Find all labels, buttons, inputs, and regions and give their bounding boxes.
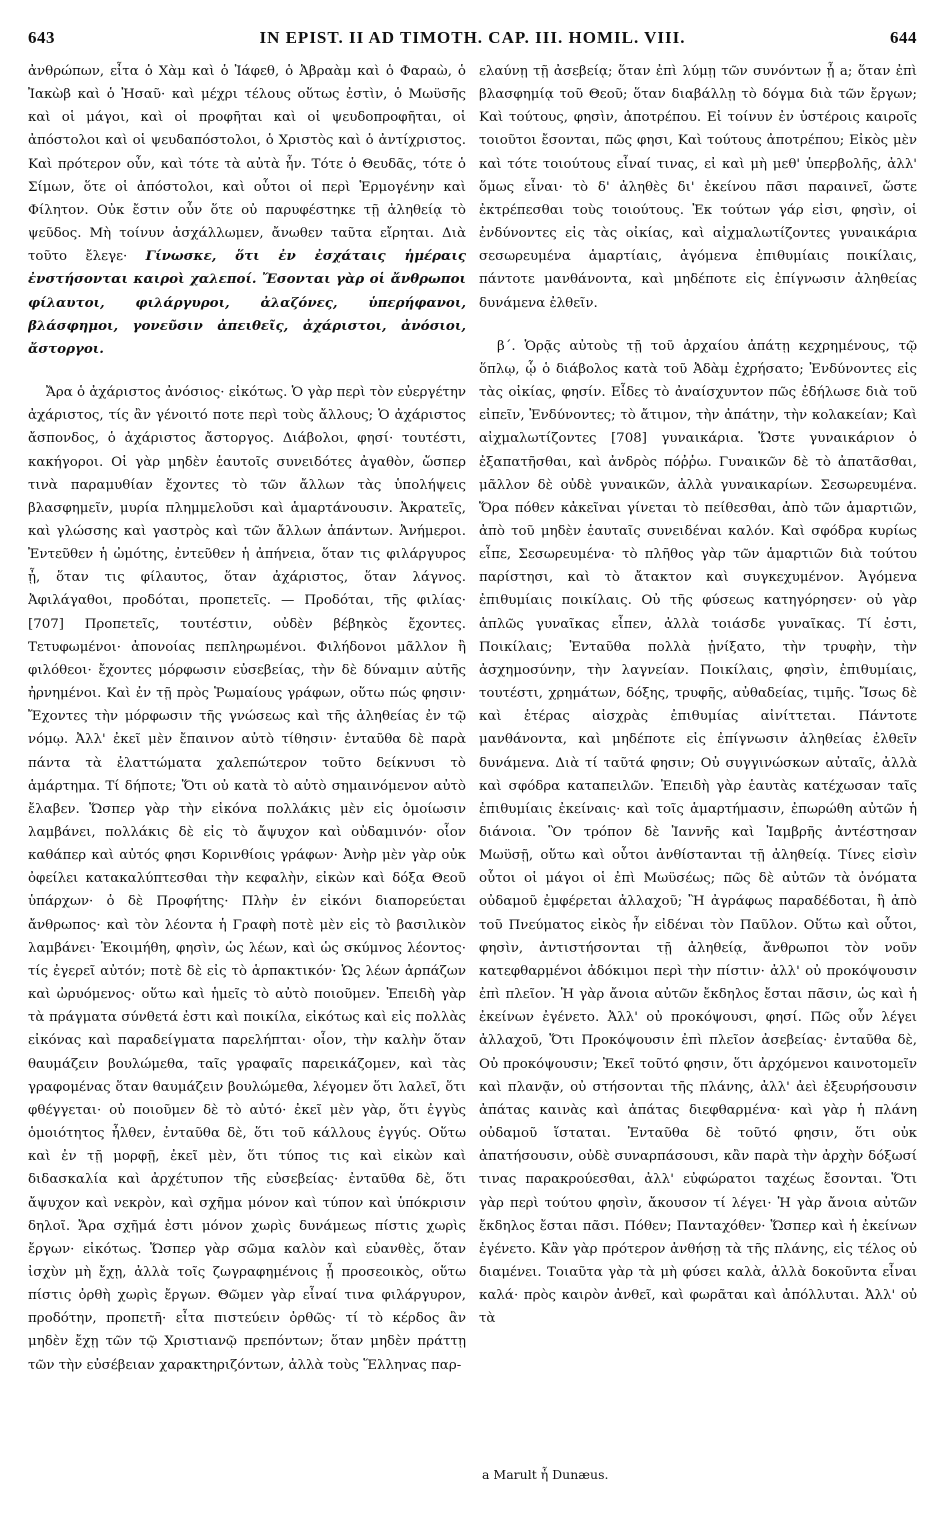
running-header bbox=[28, 28, 917, 52]
left-paragraph-1 bbox=[28, 60, 466, 361]
running-title: IN EPIST. II AD TIMOTH. CAP. III. HOMIL. VIII. bbox=[259, 28, 686, 47]
footnote-area bbox=[466, 1466, 904, 1484]
left-paragraph-2: Ἄρα ὁ ἀχάριστος ἀνόσιος· εἰκότως. Ὁ γὰρ περὶ τὸν εὐεργέτην ἀχάριστος, τίς ἂν γένοιτό ποτε περὶ τοὺς ἄλλους; Ὁ ἀχάριστος ἄσπονδος, ὁ ἀχάριστος ἄστοργος. Διάβολοι, φησί· τουτέστι, κακήγοροι. Οἱ γὰρ μηδὲν ἑαυτοῖς συνειδότες ἀγαθὸν, ὥσπερ τινὰ παραμυθίαν ἔχοντες τὸ τῶν ἄλλων τὰς ὑπολήψεις βλασφημεῖν, μυρία πλημμελοῦσι καὶ ἁμαρτάνουσιν. Ἀκρατεῖς, καὶ γλώσσης καὶ γαστρὸς καὶ τῶν ἄλλων ἁπάντων. Ἀνήμεροι. Ἐντεῦθεν ἡ ὠμότης, ἐντεῦθεν ἡ ἀπήνεια, ὅταν τις φιλάργυρος ᾖ, ὅταν τις φίλαυτος, ὅταν ἀχάριστος, ὅταν λάγνος. Ἀφιλάγαθοι, προδόται, προπετεῖς. — Προδόται, τῆς φιλίας· [707] Προπετεῖς, τουτέστιν, οὐδὲν βέβηκὸς ἔχοντες. Τετυφωμένοι· ἀπονοίας πεπληρωμένοι. Φιλήδονοι μᾶλλον ἢ φιλόθεοι· ἔχοντες μόρφωσιν εὐσεβείας, τὴν δὲ δύναμιν αὐτῆς ἠρνημένοι. Καὶ ἐν τῇ πρὸς Ῥωμαίους γράφων, οὕτω πώς φησιν· Ἔχοντες τὴν μόρφωσιν τῆς γνώσεως καὶ τῆς ἀληθείας ἐν τῷ νόμῳ. Ἀλλ' ἐκεῖ μὲν ἔπαινον αὐτὸ τίθησιν· ἐνταῦθα δὲ παρὰ πάντα τὰ ἐλαττώματα χαλεπώτερον τοῦτο δείκνυσι τὸ ἁμάρτημα. Τί δήποτε; Ὅτι οὐ κατὰ τὸ αὐτὸ σημαινόμενον αὐτὸ ἔλαβεν. Ὥσπερ γὰρ τὴν εἰκόνα πολλάκις μὲν εἰς ὁμοίωσιν λαμβάνει, πολλάκις δὲ εἰς τὸ ἄψυχον καὶ οὐδαμινόν· οἷον καθάπερ καὶ αὐτός φησι Κορινθίοις γράφων· Ἀνὴρ μὲν γὰρ οὐκ ὀφείλει κατακαλύπτεσθαι τὴν κεφαλὴν, εἰκὼν καὶ δόξα Θεοῦ ὑπάρχων· ὁ δὲ Προφήτης· Πλὴν ἐν εἰκόνι διαπορεύεται ἄνθρωπος· καὶ τὸν λέοντα ἡ Γραφὴ ποτὲ μὲν εἰς τὸ βασιλικὸν λαμβάνει· Ἐκοιμήθη, φησὶν, ὡς λέων, καὶ ὡς σκύμνος λέοντος· τίς ἐγερεῖ αὐτόν; ποτὲ δὲ εἰς τὸ ἁρπακτικόν· Ὡς λέων ἁρπάζων καὶ ὠρυόμενος· οὕτω καὶ ἡμεῖς τὸ αὐτὸ ποιοῦμεν. Ἐπειδὴ γὰρ τὰ πράγματα σύνθετά ἐστι καὶ ποικίλα, εἰκότως καὶ εἰς πολλὰς εἰκόνας καὶ παραδείγματα παρελήπται· οἷον, τὴν καλὴν ὅταν θαυμάζειν βουλώμεθα, ταῖς γραφαῖς παρεικάζομεν, καὶ τὰς γραφομένας ὅταν θαυμάζειν βουλώμεθα, λέγομεν ὅτι λαλεῖ, ὅτι φθέγγεται· οὐ ποιοῦμεν δὲ τὸ αὐτό· ἐκεῖ μὲν γὰρ, ὅτι ἐγγὺς ὁμοιότητος ἦλθεν, ἐνταῦθα δὲ, ὅτι τοῦ κάλλους ἐγγύς. Οὕτω καὶ ἐν τῇ μορφῇ, ἐκεῖ μὲν, ὅτι τύπος τις καὶ εἰκὼν καὶ διδασκαλία καὶ ἀρχέτυπον τῆς εὐσεβείας· ἐνταῦθα δὲ, ὅτι ἄψυχον καὶ νεκρὸν, καὶ σχῆμα μόνον καὶ τύπον καὶ ὑπόκρισιν δηλοῖ. Ἄρα σχῆμά ἐστι μόνον χωρὶς δυνάμεως πίστις χωρὶς ἔργων· εἰκότως. Ὥσπερ γὰρ σῶμα καλὸν καὶ εὐανθὲς, ὅταν ἰσχὺν μὴ ἔχῃ, ἀλλὰ τοῖς ζωγραφημένοις ᾖ προσεοικὸς, οὕτω πίστις ὀρθὴ χωρὶς ἔργων. Θῶμεν γὰρ εἶναί τινα φιλάργυρον, προδότην, προπετῆ· εἶτα πιστεύειν ὀρθῶς· τί τὸ κέρδος ἂν μηδὲν ἔχῃ τῶν τῷ Χριστιανῷ πρεπόντων; ὅταν μηδὲν πράττῃ τῶν τὴν εὐσέβειαν χαρακτηριζόντων, ἀλλὰ τοὺς Ἕλληνας παρ- bbox=[28, 385, 466, 1373]
left-p1-quote: Γίνωσκε, ὅτι ἐν ἐσχάταις ἡμέραις ἐνστήσονται καιροὶ χαλεποί. Ἔσονται γὰρ οἱ ἄνθρωποι φίλαυτοι, φιλάργυροι, ἀλαζόνες, ὑπερήφανοι, βλάσφημοι, γονεῦσιν ἀπειθεῖς, ἀχάριστοι, ἀνόσιοι, ἄστοργοι. bbox=[28, 248, 466, 357]
right-paragraph-2: β΄. Ὁρᾷς αὐτοὺς τῇ τοῦ ἀρχαίου ἀπάτῃ κεχρημένους, τῷ ὅπλῳ, ᾧ ὁ διάβολος κατὰ τοῦ Ἀδὰμ ἐχρήσατο; Ἐνδύνοντες εἰς τὰς οἰκίας, φησίν. Εἶδες τὸ ἀναίσχυντον πῶς ἐδήλωσε διὰ τοῦ εἰπεῖν, Ἐνδύνοντες; τὸ ἄτιμον, τὴν ἀπάτην, τὴν κολακείαν; Καὶ αἰχμαλωτίζοντες [708] γυναικάρια. Ὥστε γυναικάριον ὁ ἐξαπατῆσθαι, καὶ ἀνδρὸς πόῤῥω. Γυναικῶν δὲ τὸ ἀπατᾶσθαι, μᾶλλον δὲ οὐδὲ γυναικῶν, ἀλλὰ γυναικαρίων. Σεσωρευμένα. Ὅρα πόθεν κἀκεῖναι γίνεται τὸ πείθεσθαι, ἀπὸ τῶν ἁμαρτιῶν, ἀπὸ τοῦ μηδὲν ἑαυταῖς συνειδέναι καλόν. Καὶ σφόδρα κυρίως εἶπε, Σεσωρευμένα· τὸ πλῆθος γὰρ τῶν ἁμαρτιῶν διὰ τούτου παρίστησι, καὶ τὸ ἄτακτον καὶ συγκεχυμένον. Ἀγόμενα ἐπιθυμίαις ποικίλαις. Οὐ τῆς φύσεως κατηγόρησεν· οὐ γὰρ ἁπλῶς γυναῖκας εἶπεν, ἀλλὰ τοιάσδε γυναῖκας. Τί ἐστι, Ποικίλαις; Ἐνταῦθα πολλὰ ᾐνίξατο, τὴν τρυφὴν, τὴν ἀσχημοσύνην, τὴν λαγνείαν. Ποικίλαις, φησὶν, ἐπιθυμίαις, τουτέστι, χρημάτων, δόξης, τρυφῆς, αὐθαδείας, τιμῆς. Ἴσως δὲ καὶ ἑτέρας αἰσχρὰς ἐπιθυμίας αἰνίττεται. Πάντοτε μανθάνοντα, καὶ μηδέποτε εἰς ἐπίγνωσιν ἀληθείας ἐλθεῖν δυνάμενα. Διὰ τί ταῦτά φησιν; Οὐ συγγινώσκων αὐταῖς, ἀλλὰ καὶ σφόδρα καταπειλῶν. Ἐπειδὴ γὰρ ἑαυτὰς κατέχωσαν ταῖς ἐπιθυμίαις ἐκείναις· καὶ τοῖς ἁμαρτήμασιν, ἐπωρώθη αὐτῶν ἡ διάνοια. Ὃν τρόπον δὲ Ἰαννῆς καὶ Ἰαμβρῆς ἀντέστησαν Μωϋσῇ, οὕτω καὶ οὗτοι ἀνθίστανται τῇ ἀληθείᾳ. Τίνες εἰσὶν οὗτοι οἱ μάγοι οἱ ἐπὶ Μωϋσέως; πῶς δὲ αὐτῶν τὰ ὀνόματα οὐδαμοῦ ἐμφέρεται ἀλλαχοῦ; Ἢ ἀγράφως παραδέδοται, ἢ ἀπὸ τοῦ Πνεύματος εἰκὸς ἦν εἰδέναι τὸν Παῦλον. Οὕτω καὶ οὗτοι, φησὶν, ἀντιστήσονται τῇ ἀληθείᾳ, ἄνθρωποι τὸν νοῦν κατεφθαρμένοι ἀδόκιμοι περὶ τὴν πίστιν· ἀλλ' οὐ προκόψουσιν ἐπὶ πλεῖον. Ἡ γὰρ ἄνοια αὐτῶν ἔκδηλος ἔσται πᾶσιν, ὡς καὶ ἡ ἐκείνων ἐγένετο. Ἀλλ' οὐ προκόψουσι, φησί. Πῶς οὖν λέγει ἀλλαχοῦ, Ὅτι Προκόψουσιν ἐπὶ πλεῖον ἀσεβείας· ἐνταῦθα δὲ, Οὐ προκόψουσιν; Ἐκεῖ τοῦτό φησιν, ὅτι ἀρχόμενοι καινοτομεῖν καὶ πλανᾷν, οὐ στήσονται τῆς πλάνης, ἀλλ' ἀεὶ ἐξευρήσουσιν ἀπάτας καινὰς καὶ ἀπάτας διεφθαρμένα· καὶ γὰρ ἡ πλάνη οὐδαμοῦ ἵσταται. Ἐνταῦθα δὲ τοῦτό φησιν, ὅτι οὐκ ἀπατήσουσιν, οὐδὲ συναρπάσουσι, κἂν παρὰ τὴν ἀρχὴν δόξωσί τινας παρακρούεσθαι, ἀλλ' εὐφώρατοι ταχέως ἔσονται. Ὅτι γὰρ περὶ τούτου φησὶν, ἄκουσον τί λέγει· Ἡ γὰρ ἄνοια αὐτῶν ἔκδηλος ἔσται πᾶσι. Πόθεν; Πανταχόθεν· Ὥσπερ καὶ ἡ ἐκείνων ἐγένετο. Κἂν γὰρ πρότερον ἀνθήσῃ τὰ τῆς πλάνης, εἰς τέλος οὐ διαμένει. Τοιαῦτα γὰρ τὰ μὴ φύσει καλὰ, ἀλλὰ δοκοῦντα εἶναι καλά· πρὸς καιρὸν ἀνθεῖ, καὶ φωρᾶται καὶ ἀπόλλυται. Ἀλλ' οὐ τὰ bbox=[479, 338, 917, 1327]
right-column bbox=[479, 60, 917, 1495]
left-page-number: 643 bbox=[28, 28, 55, 47]
left-p1-text: ἀνθρώπων, εἶτα ὁ Χὰμ καὶ ὁ Ἰάφεθ, ὁ Ἀβραὰμ καὶ ὁ Φαραὼ, ὁ Ἰακὼβ καὶ ὁ Ἠσαῦ· καὶ μέχρι τέλους οὕτως ἐστὶν, ὁ Μωϋσῆς καὶ οἱ μάγοι, καὶ οἱ προφῆται καὶ οἱ ψευδοπροφῆται, οἱ ἀπόστολοι καὶ οἱ ψευδαπόστολοι, ὁ Χριστὸς καὶ ὁ ἀντίχριστος. Καὶ πρότερον οὖν, καὶ τότε τὰ αὐτὰ ἦν. Τότε ὁ Θευδᾶς, τότε ὁ Σίμων, ὅτε οἱ ἀπόστολοι, καὶ οὗτοι οἱ περὶ Ἑρμογένην καὶ Φίλητον. Οὐκ ἔστιν οὖν ὅτε οὐ παρυφέστηκε τῇ ἀληθείᾳ τὸ ψεῦδος. Μὴ τοίνυν ἀσχάλλωμεν, ἄνωθεν ταῦτα εἴρηται. Διὰ τοῦτο ἔλεγε· bbox=[28, 64, 466, 265]
text-columns bbox=[28, 60, 917, 1495]
right-page-number: 644 bbox=[889, 28, 917, 47]
footnote: a Marult ἦ Dunæus. bbox=[482, 1467, 609, 1482]
left-column bbox=[28, 60, 466, 1495]
right-paragraph-1: ελαύνῃ τῇ ἀσεβείᾳ; ὅταν ἐπὶ λύμῃ τῶν συνόντων ᾖ a; ὅταν ἐπὶ βλασφημίᾳ τοῦ Θεοῦ; ὅταν διαβάλλῃ τὸ δόγμα διὰ τῶν ἔργων; Καὶ τούτους, φησὶν, ἀποτρέπου. Εἰ τοίνυν ἐν ὑστέροις καιροῖς τοιοῦτοι ἔσονται, πῶς φησι, Καὶ τούτους ἀποτρέπου; Εἰκὸς μὲν καὶ τότε τοιούτους εἶναί τινας, εἰ καὶ μὴ μεθ' ὑπερβολῆς, ἀλλ' ὅμως εἶναι· τὸ δ' ἀληθὲς δι' ἐκείνου πᾶσι παραινεῖ, ὥστε ἐκτρέπεσθαι τοὺς τοιούτους. Ἐκ τούτων γάρ εἰσι, φησὶν, οἱ ἐνδύνοντες εἰς τὰς οἰκίας, καὶ αἰχμαλωτίζοντες γυναικάρια σεσωρευμένα ἁμαρτίαις, ἀγόμενα ἐπιθυμίαις ποικίλαις, πάντοτε μανθάνοντα, καὶ μηδέποτε εἰς ἐπίγνωσιν ἀληθείας δυνάμενα ἐλθεῖν. bbox=[479, 64, 917, 311]
